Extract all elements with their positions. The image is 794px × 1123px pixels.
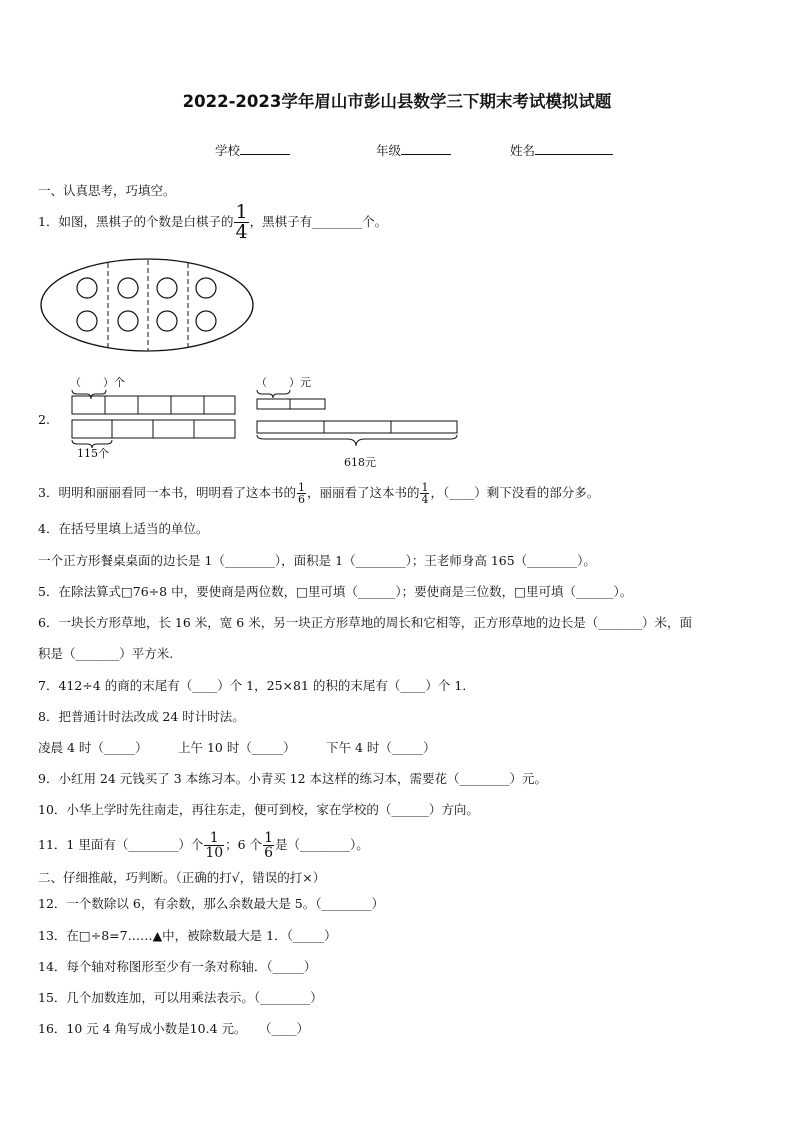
question-8: 8．把普通计时法改成 24 时计时法。 xyxy=(38,709,245,724)
fraction-one-tenth: $\frac{1}{10}$ xyxy=(205,830,224,861)
q8-item-1: 凌晨 4 时（_____） xyxy=(38,740,148,755)
section-1-heading: 一、认真思考，巧填空。 xyxy=(38,183,176,198)
school-label: 学校 xyxy=(215,143,241,158)
section-2-heading: 二、仔细推敲，巧判断。（正确的打√，错误的打×） xyxy=(38,870,326,885)
grade-label: 年级 xyxy=(376,143,402,158)
question-16: 16．10 元 4 角写成小数是10.4 元。 （____） xyxy=(38,1021,309,1036)
name-field[interactable] xyxy=(510,141,613,159)
fraction-one-quarter: $\frac{1}{4}$ xyxy=(235,201,248,243)
question-9: 9．小红用 24 元钱买了 3 本练习本。小青买 12 本这样的练习本，需要花（________）元。 xyxy=(38,771,548,786)
right-top-label: （ ）元 xyxy=(256,376,311,389)
question-10: 10．小华上学时先往南走，再往东走，便可到校，家在学校的（______）方向。 xyxy=(38,802,479,817)
question-4: 4．在括号里填上适当的单位。 xyxy=(38,521,209,536)
question-7: 7．412÷4 的商的末尾有（____）个 1，25×81 的积的末尾有（____）个 1． xyxy=(38,678,475,693)
chess-pieces-figure xyxy=(38,255,260,357)
question-6-line1: 6．一块长方形草地，长 16 米，宽 6 米，另一块正方形草地的周长和它相等，正方形草地的边长是（_______）米，面 xyxy=(38,615,692,630)
right-bottom-label: 618元 xyxy=(344,456,376,469)
question-1: 1．如图，黑棋子的个数是白棋子的 $\frac{1}{4}$ ，黑棋子有________个。 xyxy=(38,201,388,243)
name-label: 姓名 xyxy=(510,143,536,158)
question-5: 5．在除法算式□76÷8 中，要使商是两位数，□里可填（______）；要使商是三位数，□里可填（______）。 xyxy=(38,584,633,599)
fraction-one-sixth: $\frac{1}{6}$ xyxy=(297,481,305,506)
page-title: 2022-2023学年眉山市彭山县数学三下期末考试模拟试题 xyxy=(182,92,612,111)
grade-field[interactable] xyxy=(376,141,451,159)
question-11: 11．1 里面有（________）个 $\frac{1}{10}$ ；6 个 $\frac{1}{6}$ 是（________）。 xyxy=(38,830,369,861)
question-12: 12．一个数除以 6，有余数，那么余数最大是 5。（________） xyxy=(38,896,385,911)
question-15: 15．几个加数连加，可以用乘法表示。（________） xyxy=(38,990,323,1005)
question-2-number: 2. xyxy=(38,412,50,427)
q8-item-2: 上午 10 时（_____） xyxy=(178,740,296,755)
question-3: 3．明明和丽丽看同一本书，明明看了这本书的 $\frac{1}{6}$ ，丽丽看了这本书的 $\frac{1}{4}$ ，（____）剩下没看的部分多。 xyxy=(38,481,600,506)
question-13: 13．在□÷8=7……▲中，被除数最大是 1．（_____） xyxy=(38,928,337,943)
left-top-label: （ ）个 xyxy=(70,376,125,389)
fraction-one-quarter-2: $\frac{1}{4}$ xyxy=(421,481,429,506)
left-bottom-label: 115个 xyxy=(77,447,109,460)
question-4-line: 一个正方形餐桌桌面的边长是 1（________），面积是 1（________）；王老师身高 165（________）。 xyxy=(38,553,596,568)
school-field[interactable] xyxy=(215,141,290,159)
question-6-line2: 积是（_______）平方米. xyxy=(38,646,174,661)
question-14: 14．每个轴对称图形至少有一条对称轴．（_____） xyxy=(38,959,317,974)
q8-item-3: 下午 4 时（_____） xyxy=(326,740,436,755)
fraction-one-sixth-2: $\frac{1}{6}$ xyxy=(264,830,274,861)
